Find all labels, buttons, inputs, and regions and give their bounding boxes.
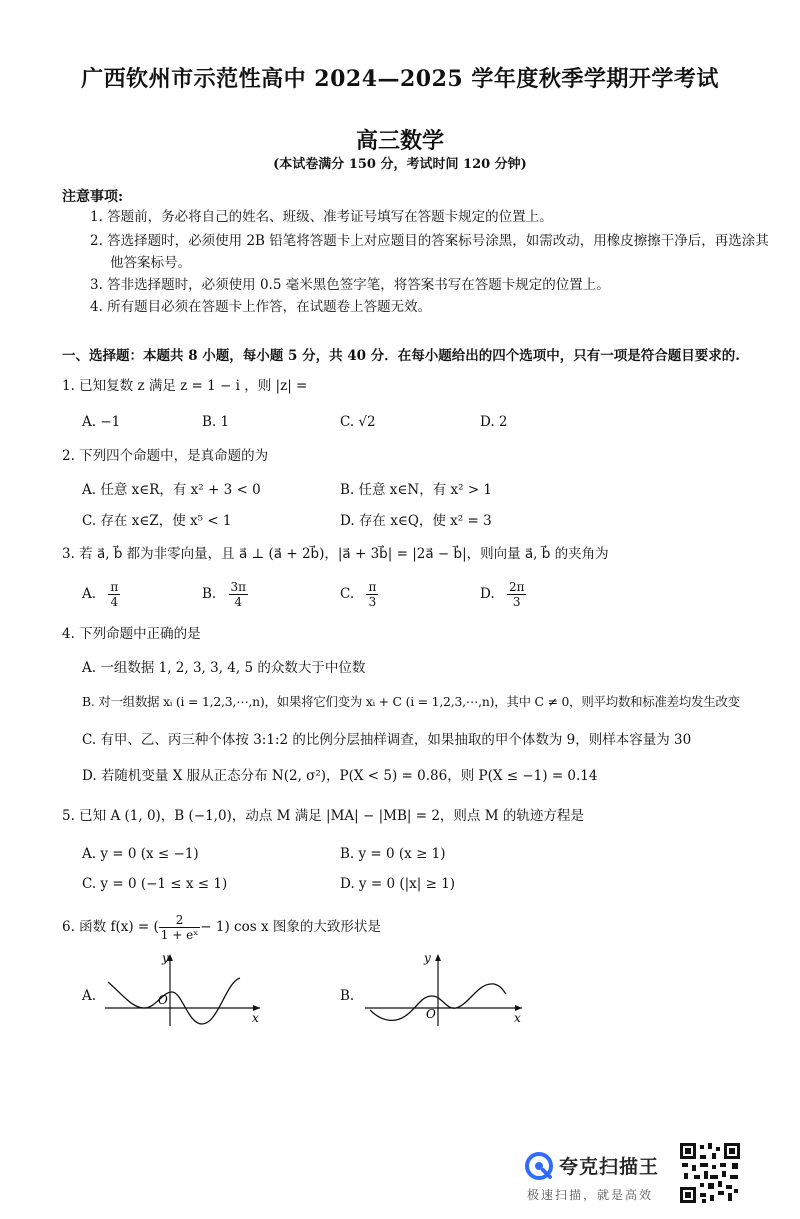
q6-graph-b (360, 948, 530, 1028)
graph-a-origin: O (158, 993, 168, 1007)
q2-option-a: A. 任意 x∈R，有 x² + 3 < 0 (82, 482, 261, 498)
q6-graph-a (100, 948, 270, 1028)
q6-stem-pre: 6. 函数 f(x) = ( (62, 919, 159, 935)
q5-stem: 5. 已知 A (1, 0)，B (−1,0)，动点 M 满足 |MA| − |MB| = 2，则点 M 的轨迹方程是 (62, 808, 584, 824)
q3-option-d-den: 3 (512, 595, 521, 609)
graph-b-origin: O (426, 1007, 436, 1021)
q1-option-d: D. 2 (480, 414, 508, 430)
qr-code-icon (680, 1143, 740, 1203)
q3-option-b (202, 580, 248, 609)
q3-option-c-fraction (366, 580, 378, 609)
q4-option-b: B. 对一组数据 xᵢ (i = 1,2,3,⋯,n)，如果将它们变为 xᵢ + C (i = 1,2,3,⋯,n)，其中 C ≠ 0，则平均数和标准差均发生改变 (82, 694, 740, 709)
q6-graph-b-label: B. (340, 988, 355, 1004)
q6-frac-num: 2 (159, 913, 201, 928)
q6-frac-den: 1 + eˣ (160, 928, 199, 942)
brand-name: 夸克扫描王 (559, 1156, 660, 1178)
graph-b-y-arrow (435, 954, 441, 961)
q3-option-c-den: 3 (368, 595, 377, 609)
exam-subject: 高三数学 (355, 128, 444, 154)
q3-option-a-num: π (110, 580, 119, 594)
note-1: 1. 答题前，务必将自己的姓名、班级、准考证号填写在答题卡规定的位置上。 (90, 209, 553, 225)
q5-option-d: D. y = 0 (|x| ≥ 1) (340, 876, 456, 892)
graph-a-x-label: x (252, 1011, 259, 1025)
q6-stem (62, 912, 381, 942)
scanner-logo-icon (525, 1152, 553, 1180)
q3-option-c-letter: C. (340, 586, 355, 602)
q3-option-a (82, 580, 120, 609)
q2-stem: 2. 下列四个命题中，是真命题的为 (62, 448, 269, 464)
q3-option-d-num: 2π (508, 580, 525, 594)
note-2-cont: 他答案标号。 (110, 255, 191, 271)
q1-option-c: C. √2 (340, 414, 376, 430)
graph-b-x-label: x (514, 1011, 521, 1025)
q6-fraction (159, 913, 201, 942)
q3-stem: 3. 若 a⃗, b⃗ 都为非零向量，且 a⃗ ⊥ (a⃗ + 2b⃗)，|a⃗ + 3b⃗| = |2a⃗ − b⃗|，则向量 a⃗, b⃗ 的夹角为 (62, 546, 609, 562)
q4-option-d: D. 若随机变量 X 服从正态分布 N(2, σ²)，P(X < 5) = 0.86，则 P(X ≤ −1) = 0.14 (82, 768, 598, 784)
q5-option-c: C. y = 0 (−1 ≤ x ≤ 1) (82, 876, 228, 892)
q6-graph-a-label: A. (82, 988, 97, 1004)
note-2: 2. 答选择题时，必须使用 2B 铅笔将答题卡上对应题目的答案标号涂黑，如需改动，用橡皮擦擦干净后，再选涂其 (90, 233, 769, 249)
q3-option-c-num: π (368, 580, 377, 594)
q3-option-b-fraction (229, 580, 249, 609)
q1-option-a: A. −1 (82, 414, 121, 430)
q3-option-b-letter: B. (202, 586, 217, 602)
q2-option-d: D. 存在 x∈Q，使 x² = 3 (340, 513, 492, 529)
q3-option-b-num: 3π (230, 580, 247, 594)
q6-stem-post: − 1) cos x 图象的大致形状是 (200, 919, 381, 935)
section-heading: 一、选择题：本题共 8 小题，每小题 5 分，共 40 分．在每小题给出的四个选项中，只有一项是符合题目要求的. (62, 348, 740, 364)
q5-option-a: A. y = 0 (x ≤ −1) (82, 846, 199, 862)
graph-b-y-label: y (424, 951, 431, 965)
q5-option-b: B. y = 0 (x ≥ 1) (340, 846, 446, 862)
q1-stem: 1. 已知复数 z 满足 z = 1 − i ，则 |z| = (62, 378, 308, 394)
graph-a-y-label: y (162, 951, 169, 965)
scanner-watermark (525, 1150, 675, 1205)
note-4: 4. 所有题目必须在答题卡上作答，在试题卷上答题无效。 (90, 299, 432, 315)
q4-stem: 4. 下列命题中正确的是 (62, 626, 201, 642)
note-3: 3. 答非选择题时，必须使用 0.5 毫米黑色签字笔，将答案书写在答题卡规定的位置上。 (90, 277, 610, 293)
q4-option-a: A. 一组数据 1, 2, 3, 3, 4, 5 的众数大于中位数 (82, 660, 366, 676)
q4-option-c: C. 有甲、乙、丙三种个体按 3:1:2 的比例分层抽样调查，如果抽取的甲个体数为 9，则样本容量为 30 (82, 732, 692, 748)
q3-option-a-letter: A. (82, 586, 97, 602)
q3-option-a-fraction (108, 580, 120, 609)
q3-option-d-letter: D. (480, 586, 495, 602)
q3-option-a-den: 4 (110, 595, 119, 609)
graph-a-curve (108, 978, 240, 1024)
q3-option-d-fraction (507, 580, 527, 609)
brand-slogan: 极速扫描，就是高效 (527, 1188, 654, 1202)
q2-option-b: B. 任意 x∈N，有 x² > 1 (340, 482, 493, 498)
q3-option-b-den: 4 (234, 595, 243, 609)
q2-option-c: C. 存在 x∈Z，使 x⁵ < 1 (82, 513, 232, 529)
notes-heading: 注意事项: (62, 189, 124, 205)
q3-option-d (480, 580, 526, 609)
q3-option-c (340, 580, 378, 609)
exam-title: 广西钦州市示范性高中 2024—2025 学年度秋季学期开学考试 (81, 66, 719, 92)
q1-option-b: B. 1 (202, 414, 230, 430)
score-info: (本试卷满分 150 分，考试时间 120 分钟) (273, 157, 527, 172)
